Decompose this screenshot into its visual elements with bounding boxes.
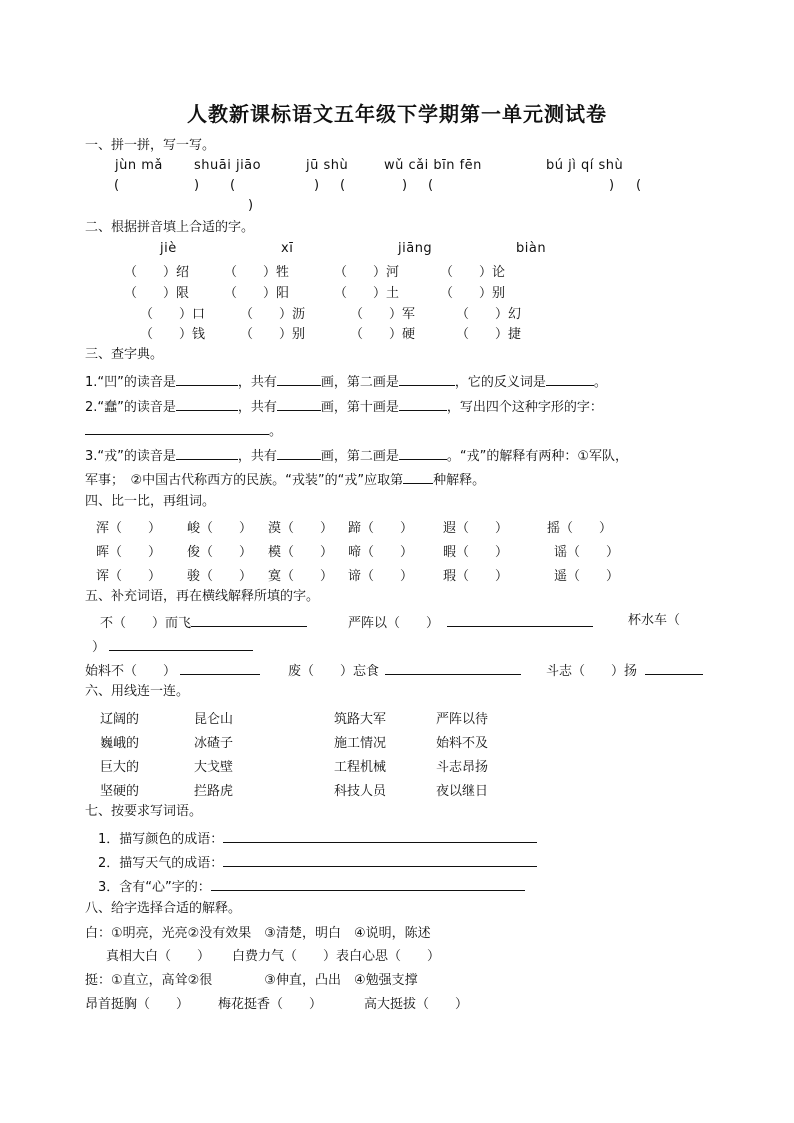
answer-blank[interactable] xyxy=(447,612,593,627)
q-text: ，共有 xyxy=(237,449,277,464)
answer-blank[interactable] xyxy=(399,396,447,411)
word-pair: 谛（ ） xyxy=(348,569,414,584)
section-2-heading: 二、根据拼音填上合适的字。 xyxy=(85,220,255,235)
write-label: 2．描写天气的成语： xyxy=(98,856,224,871)
q-text: 。 xyxy=(269,424,283,439)
idiom-text: 不（ ）而飞 xyxy=(100,616,192,631)
fill-item: （ ）别 xyxy=(240,327,306,342)
answer-blank[interactable] xyxy=(85,420,269,435)
fill-item: （ ）河 xyxy=(334,265,400,280)
section-4-heading: 四、比一比，再组词。 xyxy=(85,494,216,509)
ting-definitions: 挺：①直立，高耸②很 ③伸直，凸出 ④勉强支撑 xyxy=(85,973,418,988)
q-text: 。“戎”的解释有两种：①军队， xyxy=(446,449,629,464)
word-pair: 寞（ ） xyxy=(268,569,334,584)
word-pair: 峻（ ） xyxy=(187,521,253,536)
match-right: 斗志昂扬 xyxy=(436,760,489,775)
dictionary-question-3 xyxy=(85,445,628,466)
answer-blank[interactable] xyxy=(399,445,447,460)
dictionary-question-1 xyxy=(85,371,607,392)
answer-blank[interactable] xyxy=(399,371,455,386)
paren: ) xyxy=(402,178,408,193)
paren: ) xyxy=(194,178,200,193)
word-pair: 摇（ ） xyxy=(547,521,613,536)
section-1-heading: 一、拼一拼，写一写。 xyxy=(85,138,216,153)
idiom-item xyxy=(85,660,260,681)
section-8-heading: 八、给字选择合适的解释。 xyxy=(85,901,242,916)
match-right: 大戈壁 xyxy=(194,760,234,775)
idiom-item xyxy=(288,660,521,681)
pinyin-4: wǔ cǎi bīn fēn xyxy=(384,158,482,173)
answer-blank[interactable] xyxy=(546,371,594,386)
word-pair: 漠（ ） xyxy=(268,521,334,536)
pinyin-jiang: jiāng xyxy=(398,241,433,256)
fill-item: （ ）限 xyxy=(124,286,190,301)
match-right: 冰碴子 xyxy=(194,736,234,751)
answer-blank[interactable] xyxy=(191,612,307,627)
write-label: 1．描写颜色的成语： xyxy=(98,832,224,847)
paren: ( xyxy=(428,178,434,193)
idiom-item xyxy=(628,612,680,630)
ting-item: 高大挺拔（ ） xyxy=(364,997,469,1012)
answer-blank[interactable] xyxy=(277,396,321,411)
fill-item: （ ）沥 xyxy=(240,307,306,322)
pinyin-5: bú jì qí shù xyxy=(546,158,624,173)
answer-blank[interactable] xyxy=(385,660,521,675)
pinyin-1: jùn mǎ xyxy=(115,158,163,173)
match-left: 巍峨的 xyxy=(100,736,140,751)
word-pair: 谣（ ） xyxy=(554,545,620,560)
word-pair: 骏（ ） xyxy=(187,569,253,584)
fill-item: （ ）口 xyxy=(140,307,206,322)
write-item xyxy=(98,828,537,849)
q-text: 3.“戎”的读音是 xyxy=(85,449,176,464)
match-right: 严阵以待 xyxy=(436,712,489,727)
idiom-item xyxy=(546,660,703,681)
section-5-heading: 五、补充词语，再在横线解释所填的字。 xyxy=(85,589,320,604)
q-text: 种解释。 xyxy=(433,473,486,488)
paren: ) xyxy=(609,178,615,193)
fill-item: （ ）捷 xyxy=(456,327,522,342)
pinyin-2: shuāi jiāo xyxy=(194,158,262,173)
idiom-text: 斗志（ ）扬 xyxy=(546,664,638,679)
write-item xyxy=(98,852,537,873)
word-pair: 遐（ ） xyxy=(443,521,509,536)
pinyin-jie: jiè xyxy=(160,241,177,256)
word-pair: 诨（ ） xyxy=(96,569,162,584)
word-pair: 模（ ） xyxy=(268,545,334,560)
q-text: ，它的反义词是 xyxy=(454,375,546,390)
answer-blank[interactable] xyxy=(223,852,537,867)
q-text: 。 xyxy=(593,375,607,390)
pinyin-xi: xī xyxy=(281,241,294,256)
word-pair: 蹄（ ） xyxy=(348,521,414,536)
match-left: 坚硬的 xyxy=(100,784,140,799)
bai-item: 白费力气（ ）表白心思（ ） xyxy=(232,949,441,964)
word-pair: 遥（ ） xyxy=(554,569,620,584)
word-pair: 俊（ ） xyxy=(187,545,253,560)
idiom-text: 严阵以（ ） xyxy=(348,616,440,631)
match-right: 夜以继日 xyxy=(436,784,489,799)
answer-blank[interactable] xyxy=(176,371,238,386)
pinyin-bian: biàn xyxy=(516,241,547,256)
idiom-item xyxy=(348,612,593,633)
match-left: 辽阔的 xyxy=(100,712,140,727)
q-text: ，写出四个这种字形的字： xyxy=(446,400,603,415)
idiom-text: 杯水车（ xyxy=(628,613,681,628)
word-pair: 瑕（ ） xyxy=(443,569,509,584)
fill-item: （ ）别 xyxy=(440,286,506,301)
answer-blank[interactable] xyxy=(223,828,537,843)
paren: ( xyxy=(340,178,346,193)
idiom-item-cont xyxy=(92,636,253,657)
paren: ( xyxy=(114,178,120,193)
section-7-heading: 七、按要求写词语。 xyxy=(85,804,203,819)
paren: ) xyxy=(314,178,320,193)
answer-blank[interactable] xyxy=(176,445,238,460)
match-left: 筑路大军 xyxy=(334,712,387,727)
fill-item: （ ）土 xyxy=(334,286,400,301)
word-pair: 浑（ ） xyxy=(96,521,162,536)
paren: ) xyxy=(248,198,254,213)
word-pair: 啼（ ） xyxy=(348,545,414,560)
ting-item: 昂首挺胸（ ） xyxy=(85,997,190,1012)
write-label: 3．含有“心”字的： xyxy=(98,880,211,895)
answer-blank[interactable] xyxy=(211,876,525,891)
answer-blank[interactable] xyxy=(180,660,260,675)
dictionary-question-2-cont xyxy=(85,420,282,441)
fill-item: （ ）钱 xyxy=(140,327,206,342)
q-text: ，共有 xyxy=(237,400,277,415)
answer-blank[interactable] xyxy=(403,469,433,484)
match-left: 工程机械 xyxy=(334,760,387,775)
q-text: 画，第十画是 xyxy=(320,400,399,415)
pinyin-3: jū shù xyxy=(306,158,349,173)
paren: ( xyxy=(636,178,642,193)
fill-item: （ ）幻 xyxy=(456,307,522,322)
answer-blank[interactable] xyxy=(109,636,253,651)
q-text: 画，第二画是 xyxy=(320,449,399,464)
dictionary-question-2 xyxy=(85,396,603,417)
section-3-heading: 三、查字典。 xyxy=(85,347,164,362)
fill-item: （ ）阳 xyxy=(224,286,290,301)
q-text: 画，第二画是 xyxy=(320,375,399,390)
fill-item: （ ）硬 xyxy=(350,327,416,342)
answer-blank[interactable] xyxy=(176,396,238,411)
answer-blank[interactable] xyxy=(277,445,321,460)
word-pair: 晖（ ） xyxy=(96,545,162,560)
dictionary-question-3-cont xyxy=(85,469,485,490)
write-item xyxy=(98,876,525,897)
idiom-item xyxy=(100,612,307,633)
page-title: 人教新课标语文五年级下学期第一单元测试卷 xyxy=(187,102,607,126)
fill-item: （ ）绍 xyxy=(124,265,190,280)
fill-item: （ ）军 xyxy=(350,307,416,322)
answer-blank[interactable] xyxy=(277,371,321,386)
ting-item: 梅花挺香（ ） xyxy=(218,997,323,1012)
idiom-text: ） xyxy=(92,640,106,655)
fill-item: （ ）论 xyxy=(440,265,506,280)
section-6-heading: 六、用线连一连。 xyxy=(85,684,190,699)
match-left: 巨大的 xyxy=(100,760,140,775)
q-text: 2.“蠢”的读音是 xyxy=(85,400,176,415)
match-right: 始料不及 xyxy=(436,736,489,751)
q-text: ，共有 xyxy=(237,375,277,390)
bai-definitions: 白：①明亮，光亮②没有效果 ③清楚，明白 ④说明，陈述 xyxy=(85,926,431,941)
idiom-text: 废（ ）忘食 xyxy=(288,664,380,679)
word-pair: 暇（ ） xyxy=(443,545,509,560)
match-left: 科技人员 xyxy=(334,784,387,799)
q-text: 军事； ②中国古代称西方的民族。“戎装”的“戎”应取第 xyxy=(85,473,404,488)
fill-item: （ ）牲 xyxy=(224,265,290,280)
answer-blank[interactable] xyxy=(645,660,703,675)
bai-item: 真相大白（ ） xyxy=(106,949,211,964)
q-text: 1.“凹”的读音是 xyxy=(85,375,176,390)
match-right: 拦路虎 xyxy=(194,784,234,799)
paren: ( xyxy=(230,178,236,193)
match-right: 昆仑山 xyxy=(194,712,234,727)
idiom-text: 始料不（ ） xyxy=(85,664,177,679)
match-left: 施工情况 xyxy=(334,736,387,751)
